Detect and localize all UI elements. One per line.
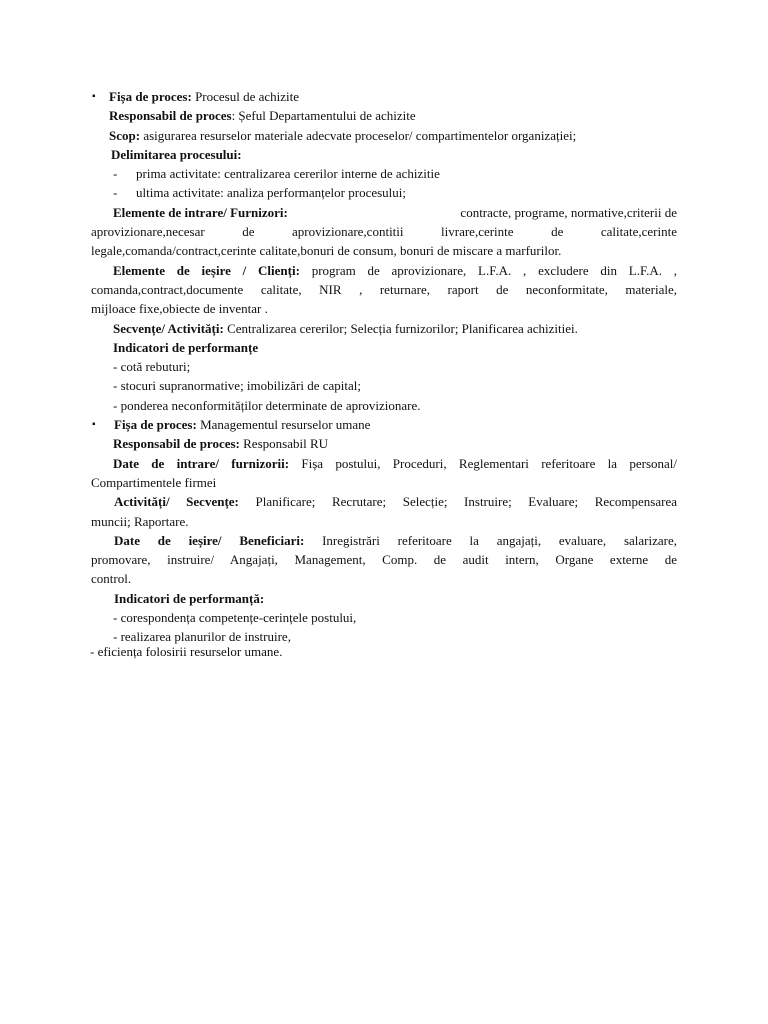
process1-outputs-line3 — [91, 299, 677, 318]
process1-outputs-line1 — [91, 261, 677, 280]
process1-delim-item-text: ultima activitate: analiza performanțelor procesului; — [136, 185, 406, 201]
process1-seq-value: Centralizarea cererilor; Selecția furnizorilor; Planificarea achizitiei. — [223, 320, 578, 336]
process2-kpi-item-text: - realizarea planurilor de instruire, — [113, 629, 291, 645]
process1-seq-line — [91, 319, 677, 338]
process1-outputs-text: mijloace fixe,obiecte de inventar . — [91, 301, 268, 317]
process2-kpi-item-text: - corespondența competențe-cerințele postului, — [113, 610, 357, 626]
process2-resp-label: Responsabil de proces: — [113, 436, 240, 452]
process1-resp-label: Responsabil de proces — [109, 108, 232, 124]
process2-kpi-line — [91, 589, 677, 608]
process2-kpi-item — [90, 642, 677, 661]
process2-outputs-text: control. — [91, 571, 132, 587]
process1-inputs-line3 — [91, 241, 677, 260]
process1-scope-label: Scop: — [109, 127, 141, 143]
process1-title-label: Fișa de proces: — [109, 89, 192, 104]
process2-inputs-label: Date de intrare/ furnizorii: — [113, 455, 290, 471]
process1-kpi-item-text: - cotă rebuturi; — [113, 359, 191, 375]
process2-inputs-line1 — [91, 454, 677, 473]
process2-kpi-label: Indicatori de performanță: — [114, 590, 265, 606]
process1-outputs-text: program de aprovizionare, L.F.A. , excludere din L.F.A. , — [299, 262, 678, 278]
process1-delim-item-text: prima activitate: centralizarea cererilor interne de achizitie — [136, 166, 440, 182]
dash-marker: - — [113, 185, 118, 201]
process2-title-label: Fișa de proces: — [114, 417, 197, 433]
process1-scope-line — [91, 126, 677, 145]
process1-delim-label: Delimitarea procesului: — [111, 146, 242, 162]
process1-resp-value: : Șeful Departamentului de achizite — [231, 108, 416, 124]
process2-kpi-item — [91, 608, 677, 627]
process1-kpi-item — [91, 357, 677, 376]
process2-acts-line1 — [91, 492, 677, 511]
process1-seq-label: Secvențe/ Activități: — [113, 320, 224, 336]
process2-title-line — [91, 415, 677, 434]
process2-inputs-line2 — [91, 473, 677, 492]
process1-kpi-item — [91, 376, 677, 395]
process1-outputs-label: Elemente de ieșire / Clienți: — [113, 262, 300, 278]
bullet-icon: ▪ — [92, 91, 96, 102]
process1-delim-item — [91, 183, 677, 202]
process2-acts-text: muncii; Raportare. — [91, 513, 189, 529]
process1-inputs-text: contracte, programe, normative,criterii de — [460, 204, 677, 220]
process1-kpi-item-text: - ponderea neconformităților determinate de aprovizionare. — [113, 397, 421, 413]
process1-outputs-line2 — [91, 280, 677, 299]
process1-kpi-item-text: - stocuri supranormative; imobilizări de capital; — [113, 378, 362, 394]
dash-marker: - — [113, 166, 118, 182]
process2-acts-text: Planificare; Recrutare; Selecție; Instruire; Evaluare; Recompensarea — [238, 494, 677, 510]
process1-kpi-line — [91, 338, 677, 357]
process2-inputs-text: Compartimentele firmei — [91, 474, 217, 490]
process1-title-value: Procesul de achizite — [191, 89, 300, 104]
process1-inputs-line2 — [91, 222, 677, 241]
process1-inputs-text: legale,comanda/contract,cerinte calitate,bonuri de consum, bonuri de miscare a marfurilor. — [91, 243, 562, 259]
bullet-icon: ▪ — [92, 419, 96, 431]
process1-delim-item — [91, 164, 677, 183]
process1-kpi-item — [91, 396, 677, 415]
process1-title-line — [91, 87, 677, 106]
process1-outputs-text: comanda,contract,documente calitate, NIR , returnare, raport de neconformitate, materiale, — [91, 281, 677, 297]
process2-inputs-text: Fișa postului, Proceduri, Reglementari referitoare la personal/ — [289, 455, 678, 471]
process2-resp-line — [91, 434, 677, 453]
process2-outputs-label: Date de ieșire/ Beneficiari: — [114, 532, 305, 548]
process2-outputs-text: promovare, instruire/ Angajați, Management, Comp. de audit intern, Organe externe de — [91, 552, 678, 568]
process1-scope-value: asigurarea resurselor materiale adecvate proceselor/ compartimentelor organizației; — [140, 127, 577, 143]
process2-outputs-line2 — [91, 550, 677, 569]
process2-title-value: Managementul resurselor umane — [196, 417, 371, 433]
process2-outputs-line1 — [91, 531, 677, 550]
process2-acts-line2 — [91, 512, 677, 531]
process2-outputs-line3 — [91, 569, 677, 588]
process2-resp-value: Responsabil RU — [239, 436, 329, 452]
process2-acts-label: Activități/ Secvențe: — [114, 494, 239, 510]
process1-inputs-text: aprovizionare,necesar de aprovizionare,contitii livrare,cerinte de calitate,cerinte — [91, 224, 677, 240]
process1-resp-line — [91, 106, 677, 125]
process1-inputs-line1 — [91, 203, 677, 222]
process2-kpi-item-text: - eficiența folosirii resurselor umane. — [90, 643, 283, 659]
process1-inputs-label: Elemente de intrare/ Furnizori: — [113, 204, 288, 220]
process1-kpi-label: Indicatori de performanțe — [113, 339, 259, 355]
process2-outputs-text: Inregistrări referitoare la angajați, evaluare, salarizare, — [304, 532, 678, 548]
document-body — [91, 87, 677, 661]
process1-delim-line — [91, 145, 677, 164]
